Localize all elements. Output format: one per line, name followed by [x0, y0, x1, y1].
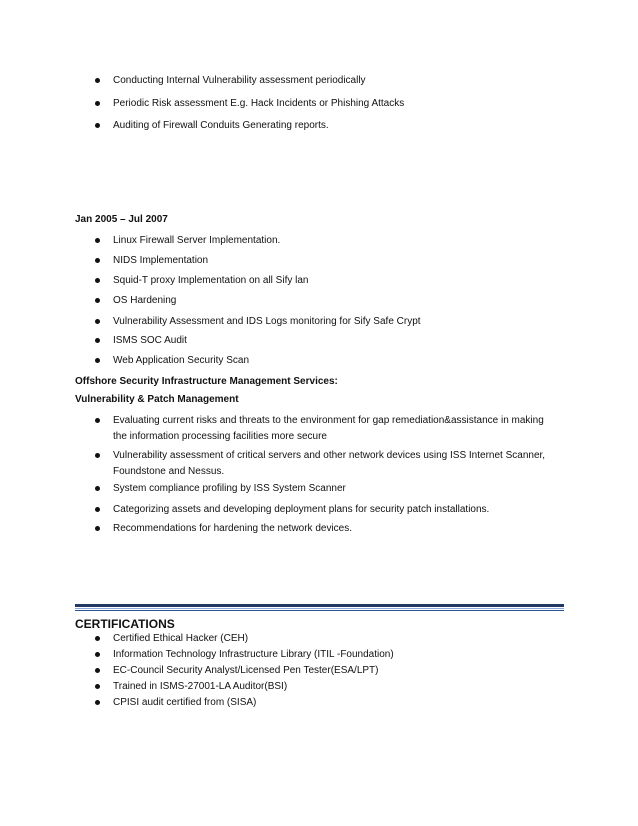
- bullet-text: Squid-T proxy Implementation on all Sify lan: [113, 275, 309, 286]
- bullet-text: Vulnerability Assessment and IDS Logs monitoring for Sify Safe Crypt: [113, 316, 421, 327]
- bullet-text: Conducting Internal Vulnerability assessment periodically: [113, 75, 366, 86]
- list-item: [0, 119, 638, 133]
- list-item: [0, 274, 638, 288]
- list-item: [0, 522, 638, 536]
- bullet-icon: [95, 668, 100, 673]
- list-item: [0, 294, 638, 308]
- list-item: [0, 696, 638, 709]
- list-item: [0, 680, 638, 693]
- bullet-text: Evaluating current risks and threats to the environment for gap remediation&assistance in making: [113, 415, 544, 426]
- bullet-text: OS Hardening: [113, 295, 177, 306]
- list-item: [0, 74, 638, 88]
- bullet-text: Auditing of Firewall Conduits Generating reports.: [113, 120, 329, 131]
- bullet-icon: [95, 684, 100, 689]
- list-item: [0, 503, 638, 517]
- bullet-icon: [95, 278, 100, 283]
- section-divider: [75, 604, 564, 607]
- bullet-icon: [95, 700, 100, 705]
- bullet-text: ISMS SOC Audit: [113, 335, 187, 346]
- bullet-text-continued: Foundstone and Nessus.: [113, 466, 225, 477]
- list-item: [0, 315, 638, 329]
- certification-text: CPISI audit certified from (SISA): [113, 697, 257, 708]
- bullet-icon: [95, 319, 100, 324]
- list-item: [0, 254, 638, 268]
- bullet-icon: [95, 298, 100, 303]
- subsection-heading: Vulnerability & Patch Management: [75, 394, 239, 405]
- bullet-icon: [95, 123, 100, 128]
- section-divider: [75, 608, 564, 609]
- list-item: [0, 648, 638, 661]
- list-item: [0, 334, 638, 348]
- job-period: Jan 2005 – Jul 2007: [75, 214, 168, 225]
- bullet-text: Categorizing assets and developing deployment plans for security patch installations.: [113, 504, 490, 515]
- bullet-icon: [95, 526, 100, 531]
- certifications-title: CERTIFICATIONS: [75, 617, 175, 631]
- certification-text: EC-Council Security Analyst/Licensed Pen Tester(ESA/LPT): [113, 665, 379, 676]
- bullet-text: Vulnerability assessment of critical servers and other network devices using ISS Internet Scanner,: [113, 450, 546, 461]
- section-heading: Offshore Security Infrastructure Management Services:: [75, 376, 338, 387]
- bullet-icon: [95, 258, 100, 263]
- certification-text: Certified Ethical Hacker (CEH): [113, 633, 249, 644]
- bullet-icon: [95, 418, 100, 423]
- bullet-icon: [95, 636, 100, 641]
- list-item: [0, 234, 638, 248]
- list-item: [0, 632, 638, 645]
- list-item: [0, 414, 638, 444]
- bullet-icon: [95, 101, 100, 106]
- bullet-icon: [95, 338, 100, 343]
- list-item: [0, 354, 638, 368]
- certification-text: Information Technology Infrastructure Library (ITIL -Foundation): [113, 649, 394, 660]
- bullet-text: Web Application Security Scan: [113, 355, 250, 366]
- list-item: [0, 97, 638, 111]
- bullet-text: Linux Firewall Server Implementation.: [113, 235, 281, 246]
- bullet-icon: [95, 78, 100, 83]
- list-item: [0, 482, 638, 496]
- bullet-text: Periodic Risk assessment E.g. Hack Incidents or Phishing Attacks: [113, 98, 405, 109]
- bullet-icon: [95, 453, 100, 458]
- bullet-icon: [95, 358, 100, 363]
- bullet-icon: [95, 652, 100, 657]
- list-item: [0, 664, 638, 677]
- bullet-text-continued: the information processing facilities more secure: [113, 431, 327, 442]
- certification-text: Trained in ISMS-27001-LA Auditor(BSI): [113, 681, 288, 692]
- bullet-icon: [95, 238, 100, 243]
- bullet-text: Recommendations for hardening the network devices.: [113, 523, 353, 534]
- bullet-icon: [95, 507, 100, 512]
- bullet-icon: [95, 486, 100, 491]
- bullet-text: System compliance profiling by ISS System Scanner: [113, 483, 346, 494]
- bullet-text: NIDS Implementation: [113, 255, 209, 266]
- list-item: [0, 449, 638, 479]
- section-divider: [75, 610, 564, 611]
